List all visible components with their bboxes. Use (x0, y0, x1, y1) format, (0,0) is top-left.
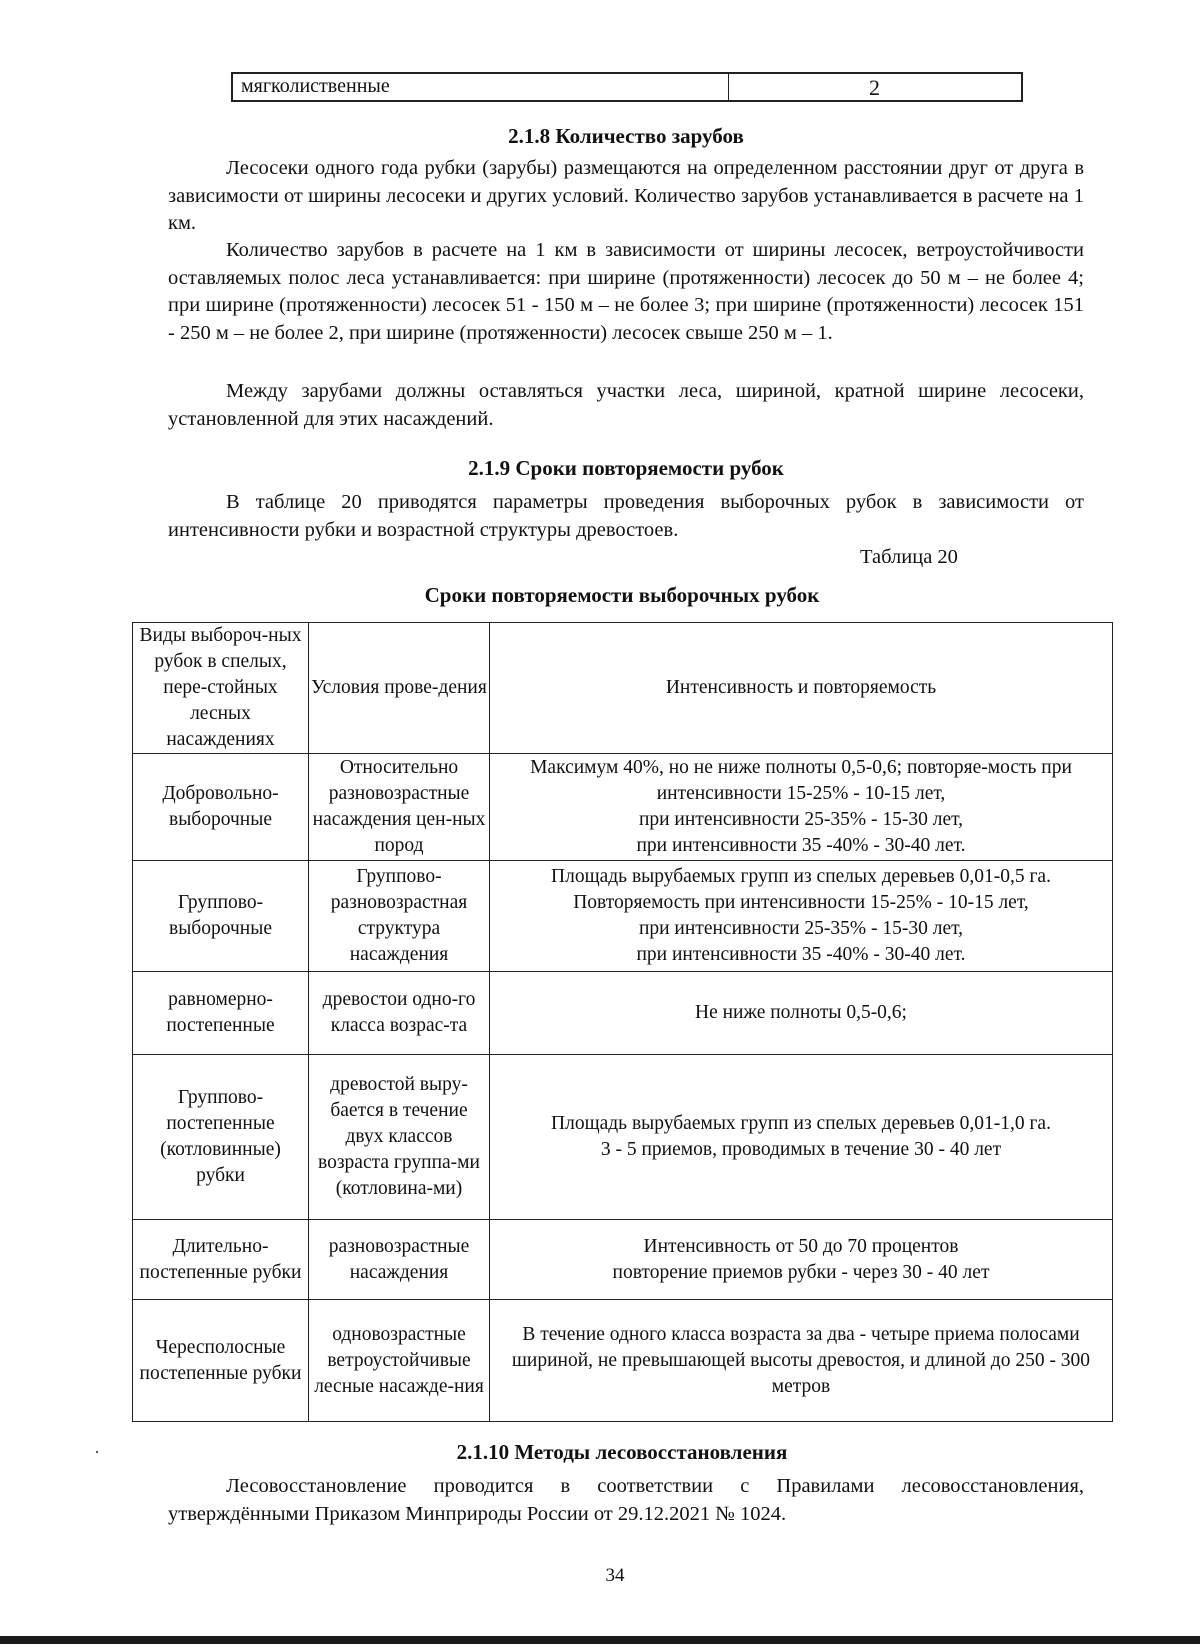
table-title: Сроки повторяемости выборочных рубок (424, 583, 820, 607)
table-label: Таблица 20 (860, 546, 958, 568)
top-row-left-cell: мягколиственные (241, 75, 390, 97)
intensity-line: при интенсивности 25-35% - 15-30 лет, (638, 809, 964, 830)
intensity-line: повторение приемов рубки - через 30 - 40 лет (612, 1261, 990, 1283)
row-intensity (490, 861, 1113, 972)
table-row (133, 754, 1113, 861)
row-intensity (490, 1300, 1113, 1422)
intensity-line: при интенсивности 25-35% - 15-30 лет, (638, 918, 964, 939)
section-2110-heading: 2.1.10 Методы лесовосстановления (456, 1440, 788, 1464)
bottom-scan-bar (0, 1636, 1200, 1644)
table-row (133, 1300, 1113, 1422)
intensity-line: Повторяемость при интенсивности 15-25% - 10-15 лет, (573, 892, 1029, 913)
section-219-heading: 2.1.9 Сроки повторяемости рубок (468, 456, 784, 480)
row-kind: Группово-постепенные (котловинные) рубки (133, 1055, 309, 1220)
row-conditions: одновозрастные ветроустойчивые лесные насажде-ния (309, 1300, 490, 1422)
row-intensity (490, 1220, 1113, 1300)
row-kind: Чересполосные постепенные рубки (133, 1300, 309, 1422)
row-conditions: древостой выру-бается в течение двух классов возраста группа-ми (котловина-ми) (309, 1055, 490, 1220)
header-conditions: Условия прове-дения (309, 623, 490, 754)
section-219-paragraph: В таблице 20 приводятся параметры проведения выборочных рубок в зависимости от интенсивности рубки и возрастной структуры древостоев. (168, 491, 1084, 541)
header-intensity: Интенсивность и повторяемость (490, 623, 1113, 754)
row-kind: Добровольно-выборочные (133, 754, 309, 861)
table-row (133, 1220, 1113, 1300)
table-header-row (133, 623, 1113, 754)
section-2110-paragraph: Лесовосстановление проводится в соответствии с Правилами лесовосстановления, утверждёнными Приказом Минприроды России от 29.12.2021 № 1024. (168, 1475, 1084, 1525)
row-kind: Длительно-постепенные рубки (133, 1220, 309, 1300)
row-intensity (490, 1055, 1113, 1220)
header-kind: Виды выбороч-ных рубок в спелых, пере-стойных лесных насаждениях (133, 623, 309, 754)
table-row (133, 972, 1113, 1055)
intensity-line: 3 - 5 приемов, проводимых в течение 30 - 40 лет (600, 1139, 1002, 1160)
top-table-row (231, 72, 1023, 102)
row-conditions: разновозрастные насаждения (309, 1220, 490, 1300)
row-intensity (490, 754, 1113, 861)
intensity-line: Интенсивность от 50 до 70 процентов (643, 1235, 959, 1257)
page-number: 34 (605, 1565, 625, 1586)
felling-table (132, 622, 1113, 1422)
intensity-line: Максимум 40%, но не ниже полноты 0,5-0,6; повторяе-мость при интенсивности 15-25% - 10-15 лет, (530, 757, 1072, 804)
row-kind: Группово-выборочные (133, 861, 309, 972)
intensity-line: Не ниже полноты 0,5-0,6; (695, 1002, 907, 1023)
intensity-line: В течение одного класса возраста за два - четыре приема полосами шириной, не превышающей высоты древостоя, и длиной до 250 - 300 метров (511, 1323, 1091, 1397)
row-kind: равномерно-постепенные (133, 972, 309, 1055)
section-218-paragraph-2: Количество зарубов в расчете на 1 км в зависимости от ширины лесосек, ветроустойчивости оставляемых полос леса устанавливается: при ширине (протяженности) лесосек до 50 м – не более 4; при ширине (протяженности) лесосек 51 - 150 м – не более 3; при ширине (протяженности) лесосек 151 - 250 м – не более 2, при ширине (протяженности) лесосек свыше 250 м – 1. (168, 239, 1084, 344)
intensity-line: Площадь вырубаемых групп из спелых деревьев 0,01-0,5 га. (551, 866, 1051, 887)
row-conditions: Группово-разновозрастная структура насаждения (309, 861, 490, 972)
table-row (133, 1055, 1113, 1220)
row-conditions: древостои одно-го класса возрас-та (309, 972, 490, 1055)
row-intensity (490, 972, 1113, 1055)
section-218-paragraph-3: Между зарубами должны оставляться участки леса, шириной, кратной ширине лесосеки, установленной для этих насаждений. (168, 380, 1084, 430)
section-218-heading: 2.1.8 Количество зарубов (508, 124, 744, 148)
top-row-right-cell: 2 (869, 75, 880, 100)
intensity-line: при интенсивности 35 -40% - 30-40 лет. (636, 835, 966, 856)
section-218-paragraph-1: Лесосеки одного года рубки (зарубы) размещаются на определенном расстоянии друг от друга в зависимости от ширины лесосеки и других условий. Количество зарубов устанавливается в расчете на 1 км. (168, 157, 1084, 234)
intensity-line: при интенсивности 35 -40% - 30-40 лет. (636, 944, 966, 965)
table-row (133, 861, 1113, 972)
scan-dot (96, 1451, 98, 1453)
row-conditions: Относительно разновозрастные насаждения цен-ных пород (309, 754, 490, 861)
intensity-line: Площадь вырубаемых групп из спелых деревьев 0,01-1,0 га. (551, 1113, 1051, 1134)
